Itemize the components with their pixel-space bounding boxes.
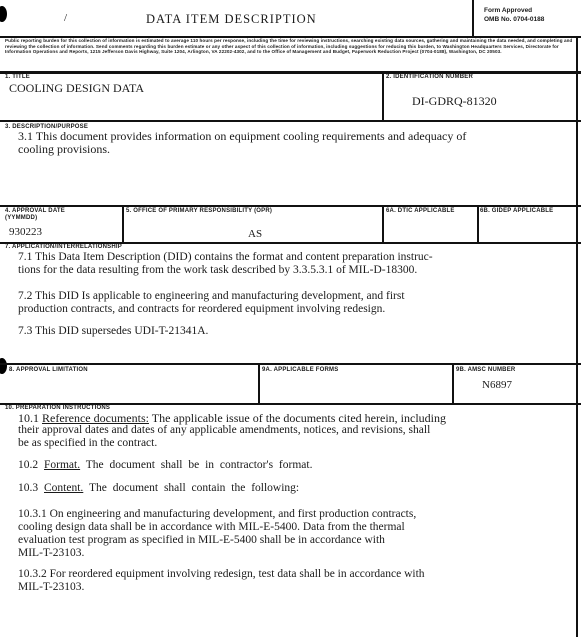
right-border: [576, 36, 578, 637]
block6b-label: 6B. GIDEP APPLICABLE: [480, 208, 554, 214]
para-text: The document shall contain the following:: [88, 482, 300, 494]
burden-rule: [0, 71, 581, 74]
amsc-number: N6897: [482, 379, 512, 391]
header-mark: /: [64, 12, 68, 24]
block6a-label: 6A. DTIC APPLICABLE: [386, 208, 455, 214]
block4-label: 4. APPROVAL DATE (YYMMDD): [5, 208, 65, 221]
title-value: COOLING DESIGN DATA: [9, 81, 145, 95]
block1-label: 1. TITLE: [5, 74, 30, 80]
para-text: The document shall be in contractor's format.: [85, 459, 313, 471]
application-para-7-3: 7.3 This DID supersedes UDI-T-21341A.: [18, 325, 209, 337]
instruction-10-2: [18, 459, 312, 471]
punch-hole-top: [0, 6, 7, 22]
block9a-label: 9A. APPLICABLE FORMS: [262, 367, 339, 373]
para-number: 10.2: [18, 459, 39, 471]
block2-label: 2. IDENTIFICATION NUMBER: [386, 74, 474, 80]
block5-6a-divider: [382, 206, 384, 242]
para-number: 10.3: [18, 482, 39, 494]
block7-label: 7. APPLICATION/INTERRELATIONSHIP: [5, 244, 122, 250]
application-para-7-2: 7.2 This DID Is applicable to engineering and manufacturing development, and first production contracts, and contracts for reordered equipment involving redesign.: [18, 290, 405, 315]
block10-label: 10. PREPARATION INSTRUCTIONS: [5, 405, 111, 411]
block4-5-divider: [122, 206, 124, 242]
description-text: 3.1 This document provides information on equipment cooling requirements and adequacy of cooling provisions.: [18, 129, 467, 156]
instruction-10-3-1: 10.3.1 On engineering and manufacturing development, and first production contracts, cooling design data shall be in accordance with MIL-E-5400. Data from the thermal evaluation test program as specified in MIL-E-5400 shall be in accordance with MIL-T-23103.: [18, 508, 417, 559]
form-title: DATA ITEM DESCRIPTION: [146, 12, 317, 26]
block9a-9b-divider: [452, 364, 454, 403]
block6a-6b-divider: [477, 206, 479, 242]
para-text: The applicable issue of the documents cited herein, including: [151, 411, 446, 425]
instruction-10-1-cont: their approval dates and dates of any applicable amendments, notices, and revisions, shall be as specified in the contract.: [18, 424, 431, 449]
format-heading: Format.: [44, 459, 81, 471]
block8-9a-divider: [258, 364, 260, 403]
approval-date: 930223: [9, 226, 42, 238]
opr-value: AS: [248, 228, 263, 240]
block3-label: 3. DESCRIPTION/PURPOSE: [5, 124, 89, 130]
reference-documents-heading: Reference documents:: [42, 411, 149, 425]
punch-hole-mid: [0, 358, 7, 374]
block4-rule: [0, 205, 581, 207]
content-heading: Content.: [44, 482, 84, 494]
block5-label: 5. OFFICE OF PRIMARY RESPONSIBILITY (OPR): [126, 208, 273, 214]
form-approved-label: Form Approved: [484, 7, 533, 14]
block3-rule: [0, 120, 581, 122]
instruction-10-3: [18, 482, 299, 494]
block9b-label: 9B. AMSC NUMBER: [456, 367, 516, 373]
omb-number: OMB No. 0704-0188: [484, 16, 545, 23]
block1-2-divider: [382, 72, 384, 120]
burden-notice: Public reporting burden for this collection of information is estimated to average 110 hours per response, including the time for reviewing instructions, searching existing data sources, gathering and maintaining the data needed, and completing and reviewing the collection of information. Send comments regarding this burden estimate or any other aspect of this collection of information, including suggestions for reducing this burden, to Washington Headquarters Services, Directorate for Information Operations and Reports, 1215 Jefferson Davis Highway, Suite 1204, Arlington, VA 22202-4302, and to the Office of Management and Budget, Paperwork Reduction Project (0704-0188), Washington, DC 20503.: [5, 38, 573, 55]
application-para-7-1: 7.1 This Data Item Description (DID) contains the format and content preparation instruc- tions for the data resulting from the work task described by 3.3.5.3.1 of MIL-D-18300.: [18, 251, 433, 276]
para-number: 10.1: [18, 411, 39, 425]
block8-label: 8. APPROVAL LIMITATION: [9, 367, 88, 373]
identification-number: DI-GDRQ-81320: [412, 94, 497, 108]
header-divider: [472, 0, 474, 36]
block8-rule: [0, 363, 581, 365]
instruction-10-3-2: 10.3.2 For reordered equipment involving redesign, test data shall be in accordance with MIL-T-23103.: [18, 568, 425, 593]
